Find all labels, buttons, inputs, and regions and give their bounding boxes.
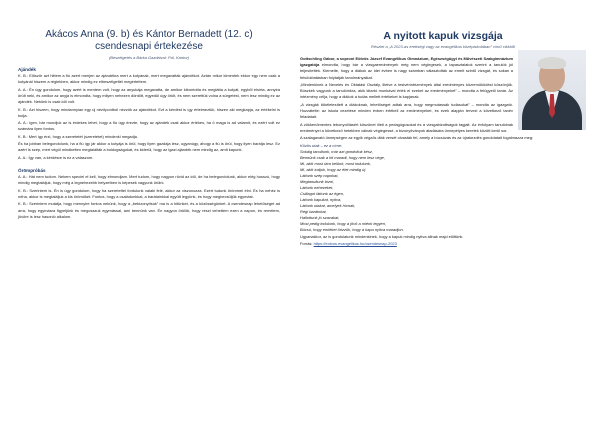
poem-line: Láttunk nehezeket,: [300, 184, 334, 190]
poem-line: Láttunk kapukat, nyitva,: [300, 196, 342, 202]
poem-line: Láttunk szép napokat,: [300, 172, 339, 178]
right-column: [300, 0, 586, 424]
paragraph: A. A.: Én úgy gondolom, hogy azért is mentem volt, hogy az anyukája megavatta, de amikor kibontotta és meglátta a kutyát, egyből elsírta, annyira örült neki, és amikor az anyja is elmondta, hogy milyen nehezen döntött, egyedül úgy örült, és nem szerettük volna a sürgetést, nem lesz mindig ez az ajándék. Nekünk is csak idő volt.: [18, 86, 280, 105]
poem-line: Láttunk utakat, amelyek hívnak,: [300, 202, 356, 208]
right-article-title: A nyitott kapuk vizsgája: [383, 30, 503, 42]
paragraph: K. B.: Szerintem mutatja, hogy mennyire fontos nekünk, hogy a „bebizonyítsuk” ma is a hitünket, és a közösségünket. A csendesnap lehetőséget ad arra, hogy egymásra figyeljünk és megosszuk egymással, ami bennünk van. Én nagyon örülök, hogy részt vehettem ezen a napon, és remélem, jövőre is lesz hasonló alkalom.: [18, 201, 280, 219]
poem-line: Bennünk csak a hit maradt, hogy nem lesz vége,: [300, 154, 385, 160]
paragraph: „Mindenkinek a Nevelés és Oktatási Osztály, illetve a testvérintézmények által eredményes közreműködést köszönjük. Büszkék vagyunk a tanulóinkra, akik kitartó munkával érték el ezeket az eredményeket” – mondta a felügyelő tanár. Az intézmény célja, hogy a diákok a tudás mellett értékeket is kapjanak.: [300, 82, 513, 100]
portrait-hair: [538, 57, 566, 69]
paragraph: A. A.: Így van, a kérdésre is ez a válaszom.: [18, 154, 94, 160]
paragraph: A. A.: Igen, bár mondjuk az is érdekes lehet, hogy a fiú úgy érezte, hogy az ajándék csak akkor értékes, ha ő maga is ad valamit, és ezért volt ez számára ilyen fontos.: [18, 120, 280, 132]
poem-block: [300, 149, 586, 233]
poem-intro: Közös utak – ez a címe:: [300, 142, 343, 148]
paragraph: „A vizsgák tökéletesített a diákoknak, lehetőséget adtak arra, hogy megmutassák tudásukat” – mondta az igazgató. Hozzátette: az iskola vezetése minden évben értékeli az eredményeket, és ezek alapján tervezi a következő tanév feladatait.: [300, 101, 513, 120]
paragraph: És ha jobban belegondolunk, ha a fiú így jár akkor a kutyája is örül, hogy ilyen gazdája lesz, ugyanúgy, ahogy a fiú is örül, hogy ilyen barátja lesz. Ez azért is szép, mert végül mindketten megtalálták a boldogságukat, és kiderül, hogy az igazi ajándék nem mindig az, amit kapunk.: [18, 141, 280, 153]
paragraph: K. B.: Elõször azt hittem a fiú azért menjen az ajándékra mert a kutyának, mert megavatták ajándékot. Aztán mikor kimentek ekkor egy nem csak a kutyánál hiszem a régiekben, akkor mindig ez elbeszélgettél megértettem.: [18, 73, 280, 85]
closing-paragraph: Ugyanakkor, az is gondolatunk mindenkinek, hogy a kapuk mindig nyitva állnak majd előttünk.: [300, 233, 464, 239]
section-heading-orompropas: Örömpróbás: [18, 167, 46, 173]
paragraph: A szalagavató ünnepségen az egyik végzős diák versét olvasták fel, amely a búcsúzás és az újrakezdés gondolatait fogalmazza meg:: [300, 135, 534, 141]
poem-line: Sokáig tanultunk, már azt gondoltuk kész,: [300, 148, 373, 154]
poem-line: Mi, akik most útra kelünk, most indulunk,: [300, 160, 371, 166]
section-heading-ajandek: Ajándék: [18, 67, 36, 72]
poem-line: Búcsú, hogy emléket őrizzük, hogy a kapu nyitva maradjon.: [300, 226, 404, 232]
poem-line: Hallottunk jó szavakat,: [300, 214, 340, 220]
source-label: Forrás:: [300, 241, 314, 247]
lead-bold-text: Gottschling Gábor, a soproni Eötvös József Evangélikus Gimnázium, Egészségügyi és Művészeti Szakgimnázium igazgatója: [300, 56, 513, 68]
lead-rest-text: elmondta, hogy bár a vizsgaeredmények még nem véglegesek, a tapasztalatok szerint a tanulók jól teljesítettek. Kiemelte, hogy a diákok az idei évben is nagy számban választották az emelt szintű vizsgát, és sokan a felsőoktatásban folytatják tanulmányaikat.: [300, 62, 513, 80]
left-column: [18, 0, 280, 424]
paragraph: K. B.: Mert így érzi, hogy a szeretetét (szeretetet) mindenki megadja.: [18, 133, 138, 139]
paragraph: K. B.: Azt hiszem, hogy mindannyian egy új nézőpontból nézzük az ajándékot. Ezt a kérdést is így értelmeztük, hiszen aki megkapja, az értékelni is tudja.: [18, 106, 280, 118]
source-line: [300, 241, 586, 247]
portrait-photo: [518, 50, 586, 130]
poem-line: Csillagot láttunk az égen,: [300, 190, 344, 196]
poem-line: Megtanultunk bízni,: [300, 178, 335, 184]
poem-line: Mi, akik tudjuk, hogy az élet mindig új.: [300, 166, 367, 172]
right-subtitle: Részlet a „A 2023-as érettségi vagy az evangélikus középiskolában” című cikkből: [371, 44, 515, 49]
left-subtitle: (Beszélgetés a Bárka Gazdáival: Pál, Kántor): [108, 55, 190, 60]
left-article-title: [18, 29, 280, 53]
paragraph: A zökkenőmentes lebonyolításért köszönet illeti a pedagógusokat és a vizsgabizottságok tagjait. Az évfolyam tanulóinak eredményei a következő hetekben válnak véglegessé, a bizonyítványok átadására ünnepélyes keretek között kerül sor.: [300, 121, 513, 133]
left-title-line1: Akácos Anna (9. b) és Kántor Bernadett (12. c): [45, 29, 253, 40]
paragraph: K. B.: Szerintem is. Én is úgy gondolom, hogy ha szeretettel fordulunk valaki felé, akkor az viszonozza. Ezért tudunk örömmel élni. És ha nehéz is néha, akkor is megtaláljuk a kis örömöket. Fontos, hogy a családunkkal, a barátainkkal együtt legyünk, és hogy megbecsüljük egymást.: [18, 187, 280, 199]
poem-line: Régi barátokat,: [300, 208, 327, 214]
source-link[interactable]: https://eotvos.evangelikus.hu/csendesnap-2023: [313, 241, 397, 247]
paragraph: A. A.: Hát nem tudom. Nekem speciel el kell, hogy elmondjam. Mert tudom, hogy nagyon rövid az idő, de ha belegondolunk, akkor elég hosszú, hogy mindig megtaláljuk, hogy még a legnehezebb helyzetben is képesek vagyunk örülni.: [18, 174, 280, 186]
poem-line: Most pedig indulunk, hogy a jövő a miénk legyen,: [300, 220, 387, 226]
left-title-line2: csendesnapi értekezése: [95, 41, 203, 52]
